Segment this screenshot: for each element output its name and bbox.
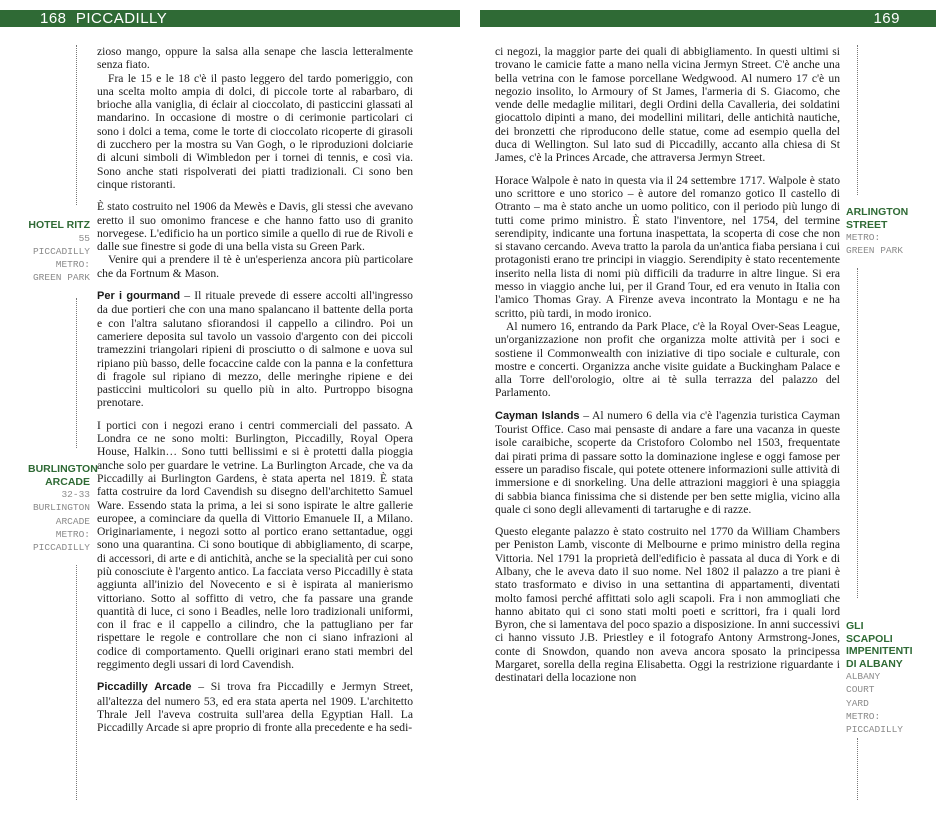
page-title: 168 PICCADILLY bbox=[40, 10, 168, 27]
sidebar-metro-station: GREEN PARK bbox=[846, 245, 904, 257]
section-lead: Piccadilly Arcade bbox=[97, 681, 192, 694]
sidebar-address: 55 bbox=[78, 232, 90, 244]
sidebar-metro-label: METRO: bbox=[846, 232, 881, 243]
paragraph: zioso mango, oppure la salsa alla senape che lascia letteralmente senza fiato. bbox=[97, 45, 413, 72]
dotted-rule bbox=[76, 45, 77, 205]
sidebar-entry-hotel-ritz bbox=[0, 219, 90, 285]
sidebar-metro-label: METRO: bbox=[846, 710, 881, 722]
paragraph: I portici con i negozi erano i centri commerciali del passato. A Londra ce ne sono molti: Burlington, Piccadilly, Royal Opera House, Halkin… Sono tutti bellissimi e si è protetti dalla pioggia anche solo per guardare le vetrine. La Burlington Arcade, che va da Piccadilly ai Burlington Gardens, è stata aperta nel 1819. È stata fatta costruire da lord Cavendish su disegno dell'architetto Samuel Ware. Essendo stata la prima, a lei si sono ispirate le altre gallerie europee, a cominciare da quella di Vittorio Emanuele II, a Milano. Originariamente, i negozi sotto al portico erano settantadue, oggi sono una quarantina. Ci sono boutique di abbigliamento, di scarpe, di accessori, di arte e di antichità, anche se la specialità per cui sono più conosciute è l'argento antico. La facciata verso Piccadilly è stata aggiunta all'inizio del Novecento e si è ispirata al manierismo vittoriano. Sotto al soffitto di vetro, che fa passare una grande quantità di luce, ci sono i Beadles, nelle loro tradizionali uniformi, con il frac e il cappello a cilindro, che la pattugliano per far rispettare le regole e controllare che non ci siano infrazioni al codice di comportamento. Quelli originari erano stati membri del reggimento degli ussari di lord Cavendish. bbox=[97, 418, 413, 672]
section-lead: Per i gourmand bbox=[97, 290, 181, 303]
dotted-rule bbox=[857, 738, 858, 800]
sidebar-title: HOTEL RITZ bbox=[28, 219, 90, 231]
paragraph: Fra le 15 e le 18 c'è il pasto leggero del tardo pomeriggio, con una scelta molto ampia di dolci, di piccole torte al rabarbaro, di brioche alla vaniglia, di éclair al cioccolato, di pasticcini glassati al mandarino. In occasione di mostre o di cerimonie particolari ci sono i dolci a tema, come le torte di cioccolato ricoperte di girasoli di zucchero per la mostra su Van Gogh, o le riproduzioni dolciarie di alcuni simboli di Wimbledon per i tornei di tennis, e così via. Sono anche stati rispolverati dei piatti tradizionali. Ci sono ben cinque ristoranti. bbox=[97, 71, 413, 191]
dotted-rule bbox=[76, 565, 77, 800]
paragraph-text: – Si trova fra Piccadilly e Jermyn Street, all'altezza del numero 53, ed era stata aperta nel 1909. L'architetto Thrale Jell l'aveva costruita sull'area della Egyptian Hall. La Piccadilly Arcade si apre proprio di fronte alla precedente e ha sedi- bbox=[97, 680, 413, 735]
dotted-rule bbox=[76, 298, 77, 448]
sidebar-address: 32-33 bbox=[61, 489, 90, 500]
paragraph: È stato costruito nel 1906 da Mewès e Davis, gli stessi che avevano eretto il suo omonimo francese e che hanno fatto uso di granito norvegese. L'edificio ha un portico simile a quello di rue de Rivoli e dalle sue finestre si gode di una bella vista su Green Park. bbox=[97, 200, 413, 254]
paragraph: ci negozi, la maggior parte dei quali di abbigliamento. In questi ultimi si trovano le camicie fatte a mano nella vicina Jermyn Street. C'è anche una bella vetrina con le famose porcellane Wedgwood. Al numero 17 c'è un negozio insolito, lo Armoury of St James, l'armeria di S. Giacomo, che vende delle medaglie militari, degli Ordini della Cavalleria, dei soldatini giocattolo dipinti a mano, dei modellini militari, delle antichità nautiche, dei bronzetti che riproducono delle statue, come ad esempio quella del duca di Wellington. Sul lato sud di Piccadilly, accanto alla chiesa di St James, c'è la Princes Arcade, che attraversa Jermyn Street. bbox=[495, 45, 840, 165]
page-number: 169 bbox=[873, 10, 900, 27]
paragraph: Al numero 16, entrando da Park Place, c'è la Royal Over-Seas League, un'organizzazione non profit che organizza molte attività per i soci e sostiene il Commonwealth con iniziative di tipo sociale e culturale, con mostre e concerti. Organizza anche visite guidate a Buckingham Palace e alla Torre dell'orologio, oltre ai tè sulla terrazza del palazzo del Parlamento. bbox=[495, 319, 840, 400]
paragraph: Horace Walpole è nato in questa via il 24 settembre 1717. Walpole è stato uno scrittore e uno storico – è autore del romanzo gotico Il castello di Otranto – ma è stato anche un uomo politico, con il periodo più lungo di tutti come primo ministro. È stato l'inventore, nel 1754, del termine serendipity, indicante una fortuna inaspettata, la scoperta di cose che non si stavano cercando. Aveva tratto la parola da un'antica fiaba persiana i cui protagonisti erano tre principi in viaggio. Serendipity è stato recentemente inserito nella lista di nomi più difficili da tradurre in altre lingue. Si era messo in viaggio anche lui, per il Grand Tour, ed era venuto in Italia con l'amico Thomas Gray. A Firenze aveva incontrato la Montagu e ne ha scritto, più tardi, in modo ironico. bbox=[495, 173, 840, 320]
section-lead: Cayman Islands bbox=[495, 409, 580, 422]
paragraph bbox=[495, 409, 840, 516]
running-header-right bbox=[480, 10, 936, 27]
paragraph: Venire qui a prendere il tè è un'esperienza ancora più particolare che da Fortnum & Mason. bbox=[97, 253, 413, 280]
sidebar-address: ARCADE bbox=[55, 515, 90, 527]
dotted-rule bbox=[857, 45, 858, 195]
sidebar-metro-station: GREEN PARK bbox=[32, 272, 90, 284]
sidebar-metro-station: PICCADILLY bbox=[32, 542, 90, 554]
paragraph-text: – Al numero 6 della via c'è l'agenzia turistica Cayman Tourist Office. Caso mai pensaste di andare a fare una vacanza in queste isole caraibiche, scoperte da Cristoforo Colombo nel 1503, frequentate dai pirati prima di passare sotto la dominazione inglese e oggi famose per essere un paradiso fiscale, qui potete ottenere informazioni sulle attività di immersione e di snorkeling. Una delle attrazioni maggiori è una spiaggia di sabbia bianca finissima che si distende per ben sette miglia, vicino alla quale ci sono degli allevamenti di tartarughe e di razze. bbox=[495, 408, 840, 516]
sidebar-entry-burlington-arcade bbox=[0, 463, 98, 554]
sidebar-address: YARD bbox=[846, 697, 869, 709]
running-header-left bbox=[0, 10, 460, 27]
paragraph bbox=[97, 289, 413, 410]
left-page-body bbox=[97, 45, 413, 735]
sidebar-address: ALBANY bbox=[846, 671, 881, 682]
paragraph bbox=[97, 680, 413, 734]
sidebar-metro-station: PICCADILLY bbox=[846, 724, 904, 736]
paragraph: Questo elegante palazzo è stato costruito nel 1770 da William Chambers per Peniston Lamb, visconte di Melbourne e primo ministro della regina Vittoria. Nel 1791 la proprietà dell'edificio è passata al duca di York e di Albany, che le aveva dato il suo nome. Nel 1802 il palazzo a tre piani è stato trasformato e diviso in una settantina di appartamenti, diventati molto famosi perché affittati solo agli scapoli. Fra i non ammogliati che hanno abitato qui ci sono stati molti poeti e scrittori, fra i quali lord Byron, che si lamentava del poco spazio a disposizione. In anni successivi ci hanno vissuto J.B. Priestley e il fotografo Antony Armstrong-Jones, conte di Snowdon, quando non aveva ancora sposato la principessa Margaret, sorella della regina Elisabetta. Oggi la restrizione riguardante i destinatari della locazione non bbox=[495, 525, 840, 685]
sidebar-address: BURLINGTON bbox=[32, 502, 90, 514]
sidebar-entry-arlington-street bbox=[846, 206, 934, 258]
sidebar-entry-albany bbox=[846, 620, 934, 736]
sidebar-address: COURT bbox=[846, 684, 875, 696]
sidebar-title: BURLINGTON ARCADE bbox=[28, 463, 98, 488]
sidebar-title: GLI SCAPOLI IMPENITENTI DI ALBANY bbox=[846, 620, 913, 670]
paragraph-text: – Il rituale prevede di essere accolti all'ingresso da due portieri che con una mano spalancano il battente della porta e con l'altra salutano sfiorandosi il cappello a cilindro. Poi un cameriere deposita sul tavolo un vassoio d'argento con dei piccoli tramezzini triangolari ripieni di prosciutto o di salmone e uova sul ripiano più basso, delle focaccine calde con la panna e la confettura di fragole sul ripiano di mezzo, delle meringhe ripiene e dei pasticcini multicolori su quello più in alto. Purtroppo bisogna prenotare. bbox=[97, 289, 413, 410]
sidebar-title: ARLINGTON STREET bbox=[846, 206, 909, 231]
sidebar-metro-label: METRO: bbox=[55, 528, 90, 540]
sidebar-address: PICCADILLY bbox=[32, 245, 90, 257]
dotted-rule bbox=[857, 268, 858, 598]
sidebar-metro-label: METRO: bbox=[55, 259, 90, 271]
right-page-body bbox=[495, 45, 840, 685]
